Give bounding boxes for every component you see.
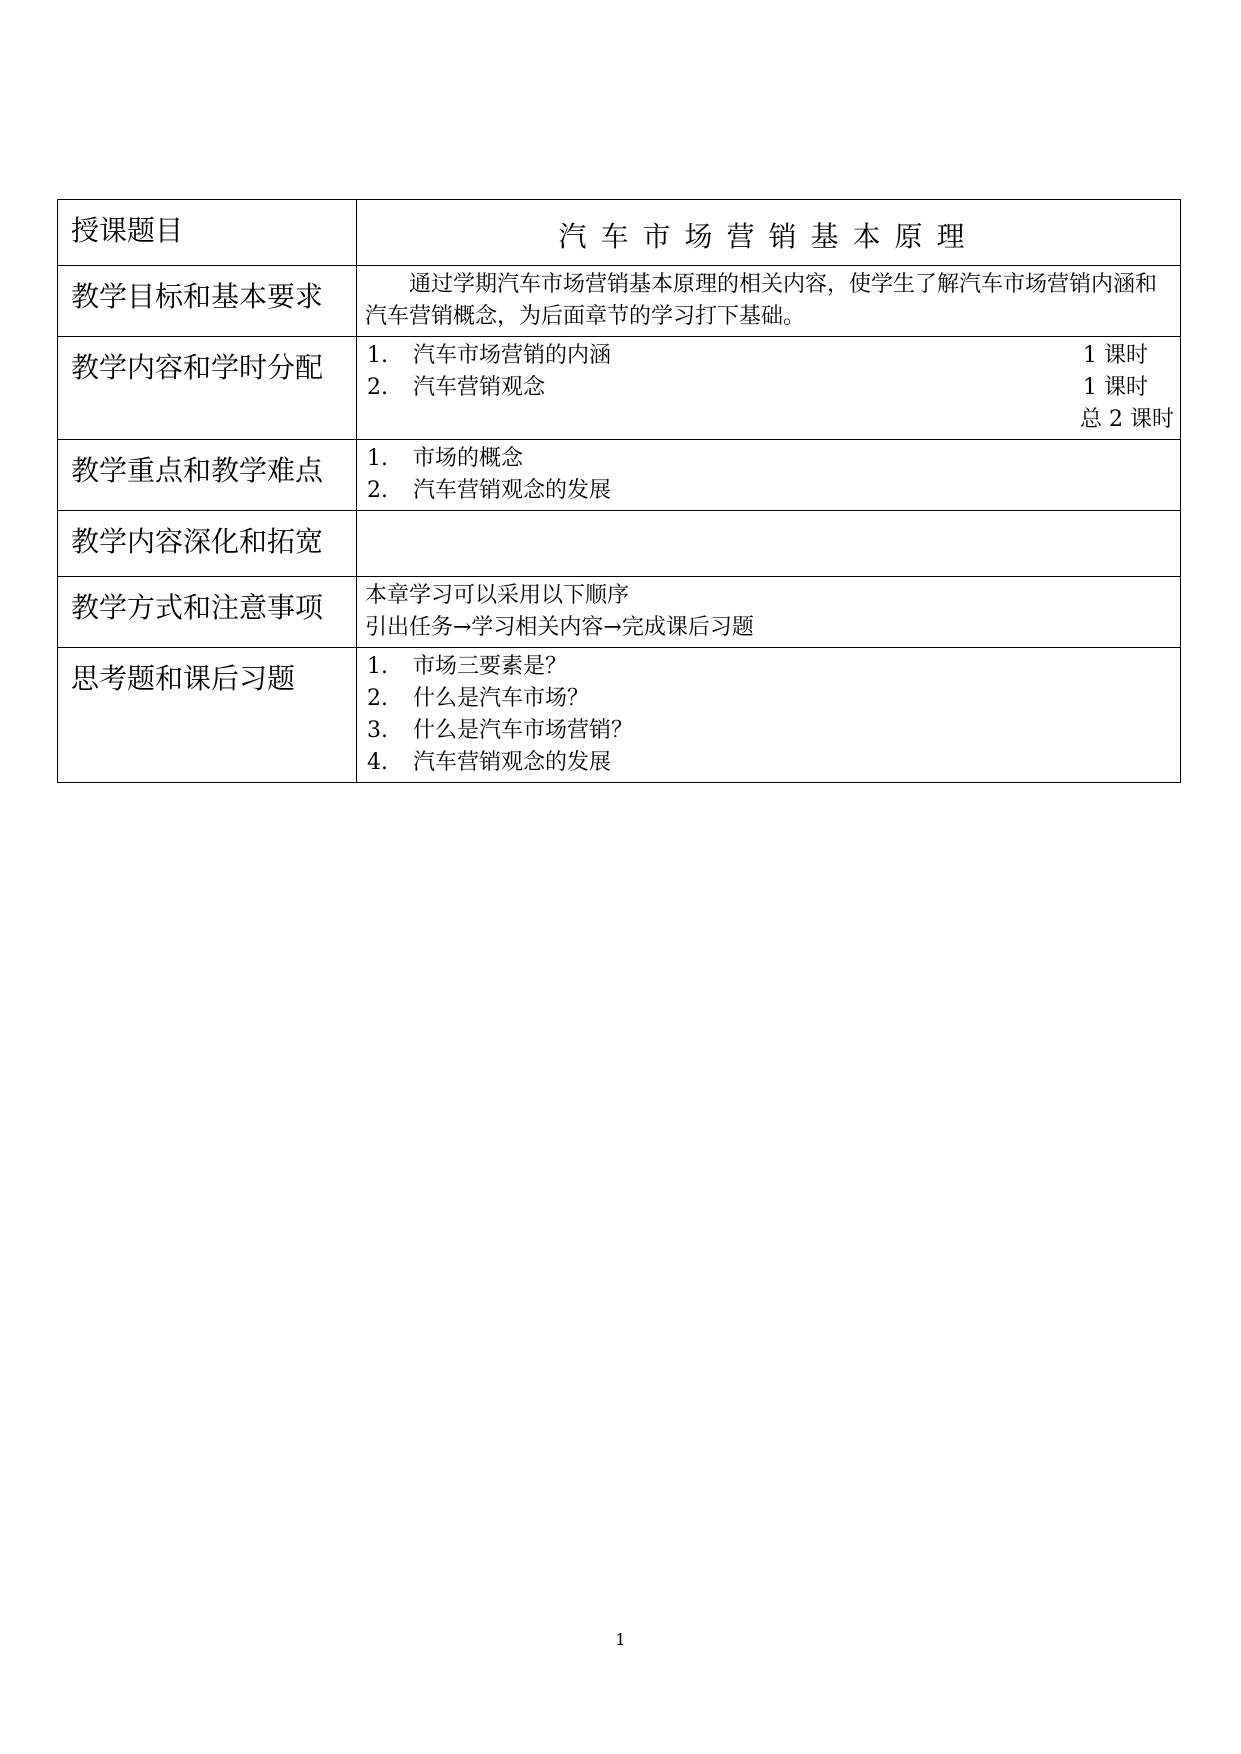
objectives-cell [357, 266, 1181, 337]
label-course-topic: 授课题目 [58, 200, 357, 266]
page-number: 1 [615, 1630, 626, 1649]
key-points-list [365, 443, 1174, 507]
method-line: 本章学习可以采用以下顺序 [365, 583, 630, 608]
label-deepening: 教学内容深化和拓宽 [58, 511, 357, 577]
item-text: 市场三要素是？ [413, 654, 568, 679]
item-number: 2. [367, 686, 388, 711]
row-exercises [58, 648, 1181, 783]
list-item [365, 475, 1174, 507]
item-text: 什么是汽车市场？ [413, 686, 590, 711]
item-number: 2. [367, 375, 388, 400]
row-course-topic [58, 200, 1181, 266]
list-item [365, 340, 1174, 372]
list-item [365, 372, 1174, 404]
row-objectives [58, 266, 1181, 337]
item-text: 汽车市场营销的内涵 [413, 343, 612, 368]
item-text: 汽车营销观念 [413, 375, 546, 400]
list-item [365, 747, 1174, 779]
label-exercises: 思考题和课后习题 [58, 648, 357, 783]
key-points-cell [357, 440, 1181, 511]
label-key-points: 教学重点和教学难点 [58, 440, 357, 511]
objectives-text: 通过学期汽车市场营销基本原理的相关内容，使学生了解汽车市场营销内涵和汽车营销概念，为后面章节的学习打下基础。 [365, 272, 1158, 329]
list-item [365, 683, 1174, 715]
item-text: 汽车营销观念的发展 [413, 750, 612, 775]
row-teaching-method [58, 577, 1181, 648]
item-number: 1. [367, 654, 388, 679]
list-item [365, 651, 1174, 683]
row-content-hours [58, 337, 1181, 440]
item-text: 汽车营销观念的发展 [413, 478, 612, 503]
exercises-list [365, 651, 1174, 779]
row-deepening [58, 511, 1181, 577]
item-text: 什么是汽车市场营销？ [413, 718, 634, 743]
item-number: 3. [367, 718, 388, 743]
content-hours-cell [357, 337, 1181, 440]
method-line: 引出任务→学习相关内容→完成课后习题 [365, 615, 754, 640]
label-teaching-method: 教学方式和注意事项 [58, 577, 357, 648]
item-text: 市场的概念 [413, 446, 524, 471]
item-hours: 1 课时 [1083, 375, 1148, 400]
deepening-cell [357, 511, 1181, 577]
item-number: 1. [367, 343, 388, 368]
item-number: 4. [367, 750, 388, 775]
label-content-hours: 教学内容和学时分配 [58, 337, 357, 440]
teaching-method-cell [357, 577, 1181, 648]
row-key-points [58, 440, 1181, 511]
course-title: 汽车市场营销基本原理 [357, 200, 1181, 266]
list-item [365, 443, 1174, 475]
item-hours: 1 课时 [1083, 343, 1148, 368]
label-objectives: 教学目标和基本要求 [58, 266, 357, 337]
item-number: 2. [367, 478, 388, 503]
total-hours: 总 2 课时 [1080, 407, 1174, 432]
exercises-cell [357, 648, 1181, 783]
item-number: 1. [367, 446, 388, 471]
list-item [365, 715, 1174, 747]
syllabus-table [57, 199, 1181, 783]
content-hours-list [365, 340, 1174, 404]
